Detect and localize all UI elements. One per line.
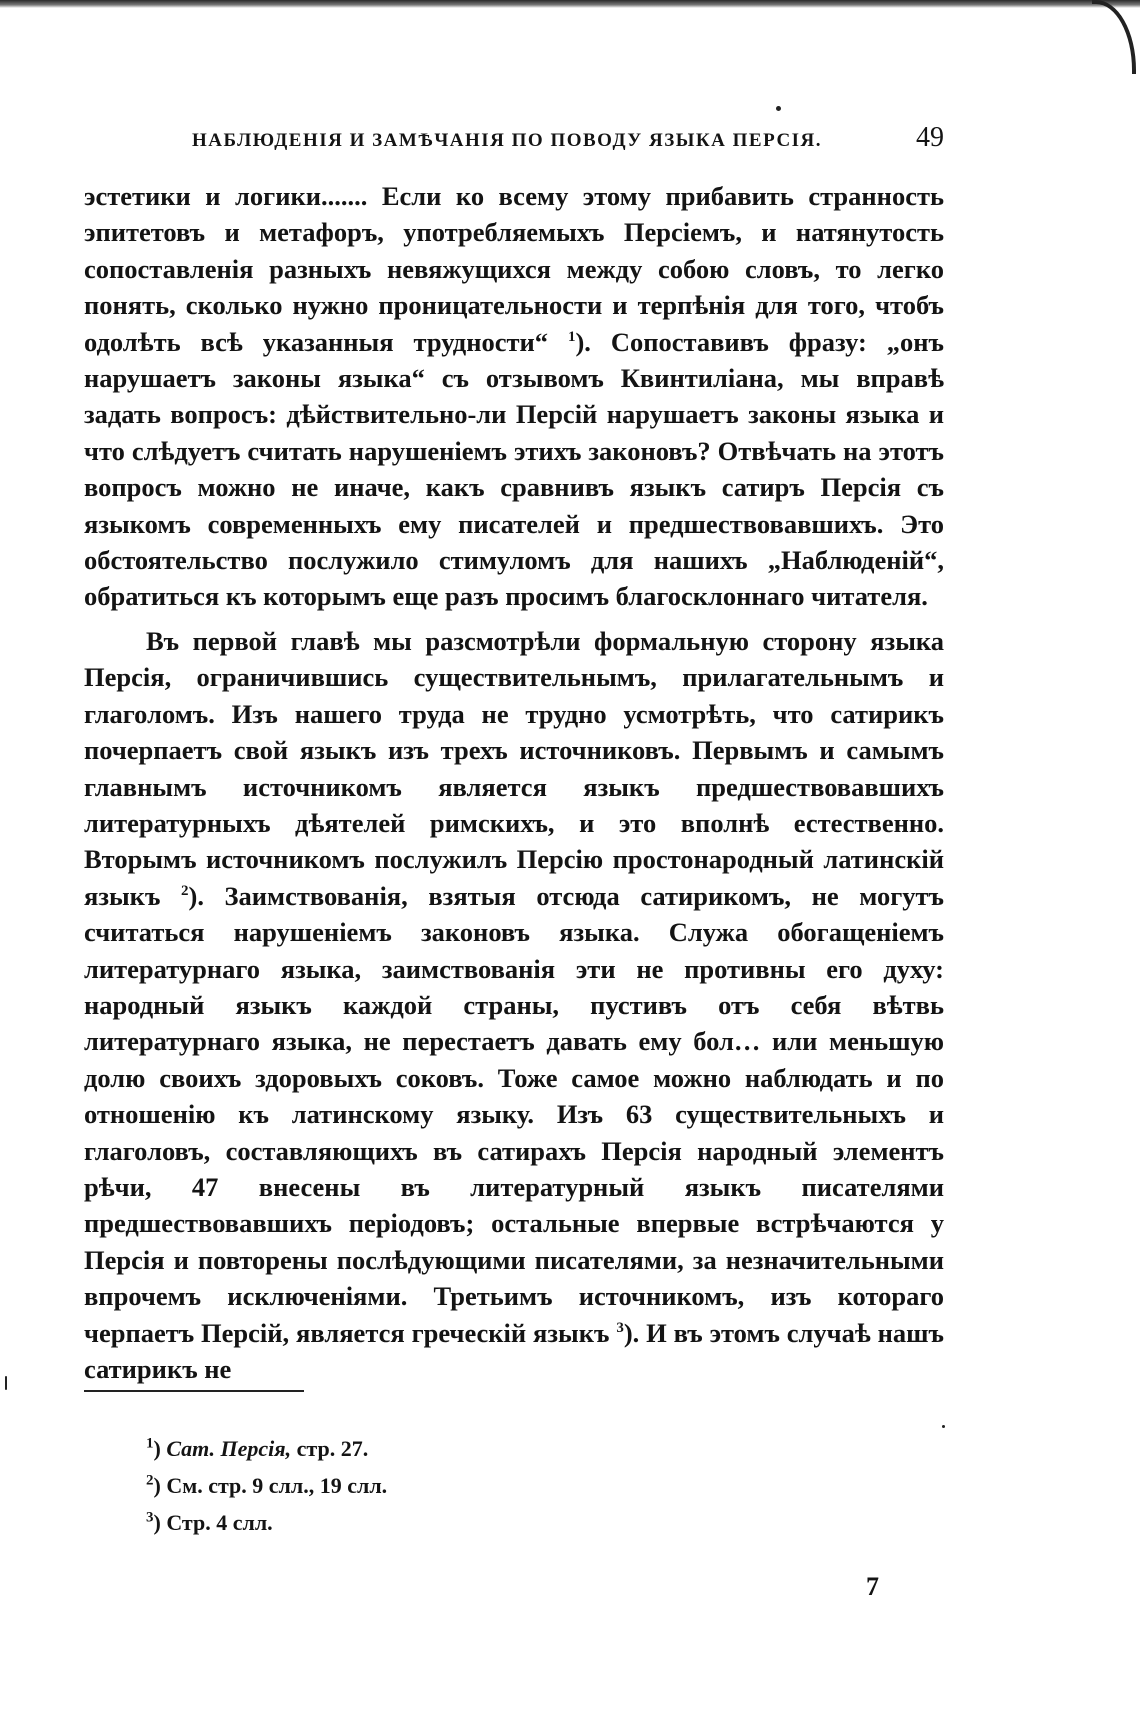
footnote-2: $^2$) См. стр. 9 слл., 19 слл. [146,1472,388,1498]
scan-corner-fold [1092,0,1136,74]
paragraph-text: ). Сопоставивъ фразу: „онъ нарушаетъ законы языка“ съ отзывомъ Квинтиліана, мы вправѣ задать вопросъ: дѣйствительно-ли Персій нарушаетъ законы языка и что слѣдуетъ считать нарушеніемъ этихъ законовъ? Отвѣчать на этотъ вопросъ можно не иначе, какъ сравнивъ языкъ сатиръ Персія съ языкомъ современныхъ ему писателей и предшествовавшихъ. Это обстоятельство послужило стимуломъ для нашихъ „Наблюденій“, обратиться къ которымъ еще разъ просимъ благосклоннаго читателя. [84,326,944,612]
running-head [84,122,944,162]
paragraph-text: Въ первой главѣ мы разсмотрѣли формальную сторону языка Персія, ограничившись существительнымъ, прилагательнымъ и глаголомъ. Изъ нашего труда не трудно усмотрѣть, что сатирикъ почерпаетъ свой языкъ изъ трехъ источниковъ. Первымъ и самымъ главнымъ источникомъ является языкъ предшествовавшихъ литературныхъ дѣятелей римскихъ, и это вполнѣ естественно. Вторымъ источникомъ послужилъ Персію простонародный латинскій языкъ [84,625,944,911]
paragraph-2 [84,623,944,1388]
footnote-mark: 3 [146,1509,154,1526]
scan-speck [942,1425,945,1428]
paragraph-text: ). И въ этомъ случаѣ нашъ сатирикъ не [84,1317,944,1384]
footnote-3: $^3$) Стр. 4 слл. [146,1509,273,1535]
footnote-italic: Сат. Персія, [166,1436,292,1461]
scan-speck [776,106,781,111]
footnote-reference: 1 [567,328,576,345]
footnote-mark: 1 [146,1435,154,1452]
footnote-text: Стр. 4 слл. [166,1510,273,1535]
paragraph-1 [84,178,944,615]
paragraph-text: эстетики и логики....... Если ко всему этому прибавить странность эпитетовъ и метафоръ, употребляемыхъ Персіемъ, и натянутость сопоставленія разныхъ невяжущихся между собою словъ, то легко понять, сколько нужно проницательности и терпѣнія для того, чтобъ одолѣть всѣ указанныя трудности“ [84,181,944,357]
running-title: НАБЛЮДЕНІЯ И ЗАМѢЧАНІЯ ПО ПОВОДУ ЯЗЫКА ПЕРСІЯ. [192,130,823,151]
footnote-1: $^1$) Сат. Персія, стр. 27. [146,1435,369,1461]
page-number: 49 [916,122,944,153]
body-text [84,178,944,1387]
footnote-reference: 2 [181,882,189,899]
paragraph-text: ). Заимствованія, взятыя отсюда сатирикомъ, не могутъ считаться нарушеніемъ законовъ языка. Служа обогащеніемъ литературнаго языка, заимствованія эти не противны его духу: народный языкъ каждой страны, пустивъ отъ себя вѣтвь литературнаго языка, не перестаетъ давать ему бол… или меньшую долю своихъ здоровыхъ соковъ. Тоже самое можно наблюдать и по отношенію къ латинскому языку. Изъ 63 существительныхъ и глаголовъ, составляющихъ въ сатирахъ Персія народный элементъ рѣчи, 47 внесены въ литературный языкъ писателями предшествовавшихъ періодовъ; остальные впервые встрѣчаются у Персія и повторены послѣдующими писателями, за незначительными впрочемъ исключеніями. Третьимъ источникомъ, изъ котораго черпаетъ Персій, является греческій языкъ [84,880,944,1348]
footnote-text: стр. 27. [291,1436,369,1461]
scan-speck [5,1376,7,1390]
footnote-separator [84,1390,304,1392]
signature-mark: 7 [866,1572,879,1601]
footnotes [146,1430,846,1541]
footnote-text: См. стр. 9 слл., 19 слл. [166,1473,388,1498]
scan-top-edge [0,0,1140,8]
footnote-mark: 2 [146,1472,154,1489]
footnote-reference: 3 [616,1319,624,1336]
